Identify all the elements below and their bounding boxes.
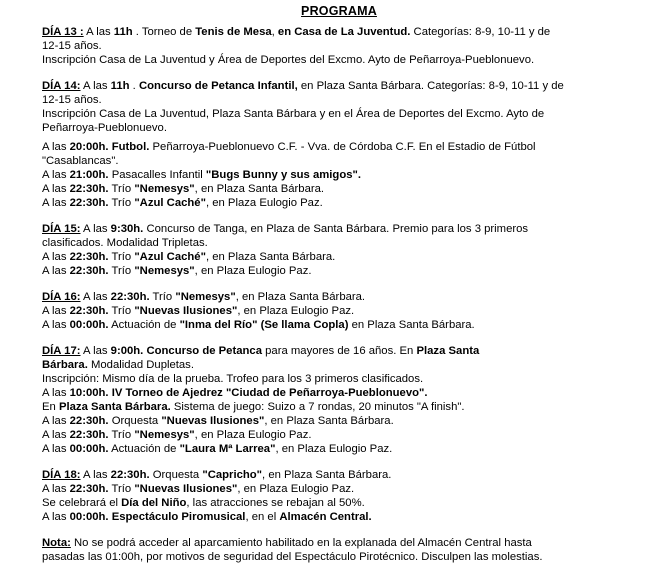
section-dia-14-events xyxy=(42,140,636,210)
text-segment: en Plaza Santa Bárbara. xyxy=(348,319,475,331)
text-segment: No se podrá acceder al aparcamiento habilitado en la explanada del Almacén Central hasta xyxy=(70,537,532,549)
text-line xyxy=(42,154,636,168)
text-segment: Trío xyxy=(108,483,135,495)
text-line xyxy=(42,196,636,210)
text-segment: Peñarroya-Pueblonuevo. xyxy=(42,122,167,134)
text-line xyxy=(42,25,636,39)
text-line xyxy=(42,496,636,510)
text-segment: Pasacalles Infantil xyxy=(108,169,206,181)
text-line xyxy=(42,53,636,67)
text-line xyxy=(42,304,636,318)
text-segment: Se celebrará el xyxy=(42,497,122,509)
text-segment: en Plaza Santa Bárbara. Categorías: 8-9, 10-11 y de xyxy=(297,80,564,92)
text-segment: A las xyxy=(42,251,70,263)
text-segment: 00:00h. xyxy=(69,443,109,455)
text-segment: Orquesta xyxy=(108,415,162,427)
text-segment: , en Plaza Eulogio Paz. xyxy=(194,429,312,441)
text-segment: "Inma del Río" (Se llama Copla) xyxy=(179,319,349,331)
section-nota xyxy=(42,536,636,564)
text-segment: Actuación de xyxy=(108,443,180,455)
text-segment: , en Plaza Santa Bárbara. xyxy=(235,291,366,303)
text-segment: Trío xyxy=(108,183,135,195)
text-segment: Categorías: 8-9, 10-11 y de xyxy=(410,26,551,38)
heading-label: DÍA 18: xyxy=(42,469,81,481)
text-line xyxy=(42,318,636,332)
text-line xyxy=(42,386,636,400)
text-segment: "Nuevas Ilusiones" xyxy=(161,415,265,427)
text-segment: A las xyxy=(80,345,111,357)
heading-label: DÍA 17: xyxy=(42,345,81,357)
text-line xyxy=(42,140,636,154)
text-segment: Actuación de xyxy=(108,319,180,331)
text-segment: "Nemesys" xyxy=(134,265,195,277)
section-dia-17 xyxy=(42,344,636,456)
text-line xyxy=(42,107,636,121)
text-segment: A las xyxy=(42,169,70,181)
text-segment: Almacén Central. xyxy=(279,511,372,523)
text-line xyxy=(42,536,636,550)
text-segment: 21:00h. xyxy=(69,169,109,181)
text-line xyxy=(42,482,636,496)
text-segment: 12-15 años. xyxy=(42,94,102,106)
text-segment: Concurso de Tanga, en Plaza de Santa Bárbara. Premio para los 3 primeros xyxy=(143,223,529,235)
text-segment: A las xyxy=(42,319,70,331)
text-segment: Modalidad Dupletas. xyxy=(87,359,194,371)
text-segment: A las xyxy=(80,223,111,235)
text-segment: 9:00h. Concurso de Petanca xyxy=(110,345,262,357)
text-segment: Peñarroya-Pueblonuevo C.F. - Vva. de Córdoba C.F. En el Estadio de Fútbol xyxy=(149,141,536,153)
text-segment: Trío xyxy=(108,251,135,263)
text-line xyxy=(42,182,636,196)
text-segment: Inscripción: Mismo día de la prueba. Trofeo para los 3 primeros clasificados. xyxy=(42,373,424,385)
heading-label: DÍA 16: xyxy=(42,291,81,303)
text-segment: 11h xyxy=(113,26,133,38)
text-segment: "Casablancas". xyxy=(42,155,119,167)
text-segment: 22:30h. xyxy=(110,469,150,481)
text-segment: A las xyxy=(83,26,114,38)
text-line xyxy=(42,550,636,564)
text-segment: 22:30h. xyxy=(69,183,109,195)
heading-label: DÍA 14: xyxy=(42,80,81,92)
text-segment: A las xyxy=(42,265,70,277)
text-segment: 22:30h. xyxy=(110,291,150,303)
text-segment: en Casa de La Juventud. xyxy=(277,26,411,38)
text-segment: 00:00h. xyxy=(69,319,109,331)
text-line xyxy=(42,372,636,386)
text-line xyxy=(42,236,636,250)
text-line xyxy=(42,222,636,236)
text-segment: "Bugs Bunny y sus amigos". xyxy=(205,169,362,181)
text-segment: Tenis de Mesa xyxy=(195,26,272,38)
document-body xyxy=(42,25,636,564)
text-segment: Trío xyxy=(108,197,135,209)
text-segment: 22:30h. xyxy=(69,265,109,277)
text-line xyxy=(42,510,636,524)
text-segment: A las xyxy=(42,511,70,523)
text-line xyxy=(42,39,636,53)
text-line xyxy=(42,79,636,93)
text-segment: Inscripción Casa de La Juventud y Área de Deportes del Excmo. Ayto de Peñarroya-Pueblonuevo. xyxy=(42,54,535,66)
text-segment: Concurso de Petanca Infantil, xyxy=(138,80,298,92)
text-segment: , en Plaza Eulogio Paz. xyxy=(237,483,355,495)
text-segment: , en Plaza Eulogio Paz. xyxy=(194,265,312,277)
text-segment: "Nemesys" xyxy=(134,183,195,195)
text-segment: En xyxy=(42,401,59,413)
text-segment: pasadas las 01:00h, por motivos de seguridad del Espectáculo Pirotécnico. Disculpen las molestias. xyxy=(42,551,543,563)
text-segment: "Nemesys" xyxy=(175,291,236,303)
text-segment: "Laura Mª Larrea" xyxy=(179,443,276,455)
text-segment: Trío xyxy=(149,291,176,303)
text-segment: "Nuevas Ilusiones" xyxy=(134,483,238,495)
text-segment: Orquesta xyxy=(149,469,203,481)
text-segment: A las xyxy=(42,183,70,195)
text-segment: 22:30h. xyxy=(69,415,109,427)
text-segment: A las xyxy=(42,443,70,455)
text-line xyxy=(42,468,636,482)
text-segment: , en Plaza Santa Bárbara. xyxy=(262,469,392,481)
text-segment: , en Plaza Eulogio Paz. xyxy=(237,305,355,317)
text-segment: Trío xyxy=(108,429,135,441)
section-dia-15 xyxy=(42,222,636,278)
text-segment: 22:30h. xyxy=(69,483,109,495)
text-segment: "Capricho" xyxy=(202,469,263,481)
text-line xyxy=(42,121,636,135)
text-segment: A las xyxy=(42,429,70,441)
text-segment: Sistema de juego: Suizo a 7 rondas, 20 minutos "A finish". xyxy=(170,401,465,413)
text-segment: Día del Niño xyxy=(121,497,187,509)
heading-label: Nota: xyxy=(42,537,71,549)
text-segment: Plaza Santa Bárbara. xyxy=(58,401,171,413)
text-segment: 9:30h. xyxy=(110,223,144,235)
text-segment: 20:00h. Futbol. xyxy=(69,141,150,153)
text-segment: Bárbara. xyxy=(42,359,88,371)
text-segment: , en Plaza Santa Bárbara. xyxy=(194,183,325,195)
text-segment: A las xyxy=(42,141,70,153)
text-segment: 10:00h. IV Torneo de Ajedrez "Ciudad de Peñarroya-Pueblonuevo". xyxy=(69,387,428,399)
text-segment: A las xyxy=(42,415,70,427)
text-segment: Inscripción Casa de La Juventud, Plaza Santa Bárbara y en el Área de Deportes del Excmo. Ayto de xyxy=(42,108,545,120)
text-segment: A las xyxy=(80,469,111,481)
text-segment: , en Plaza Eulogio Paz. xyxy=(205,197,323,209)
text-segment: 22:30h. xyxy=(69,305,109,317)
text-segment: 22:30h. xyxy=(69,197,109,209)
text-segment: A las xyxy=(42,305,70,317)
text-segment: A las xyxy=(42,387,70,399)
section-dia-18 xyxy=(42,468,636,524)
section-dia-14-intro xyxy=(42,79,636,135)
text-line xyxy=(42,93,636,107)
text-segment: , las atracciones se rebajan al 50%. xyxy=(186,497,365,509)
text-segment: "Azul Caché" xyxy=(134,197,206,209)
text-line xyxy=(42,358,636,372)
text-segment: . Torneo de xyxy=(132,26,196,38)
text-segment: 12-15 años. xyxy=(42,40,102,52)
text-line xyxy=(42,250,636,264)
text-segment: "Azul Caché" xyxy=(134,251,206,263)
text-segment: . xyxy=(129,80,139,92)
text-segment: 00:00h. Espectáculo Piromusical xyxy=(69,511,246,523)
text-segment: A las xyxy=(80,291,111,303)
text-line xyxy=(42,414,636,428)
page-title: PROGRAMA xyxy=(301,4,377,18)
text-line xyxy=(42,290,636,304)
text-segment: , en Plaza Santa Bárbara. xyxy=(205,251,336,263)
text-segment: clasificados. Modalidad Tripletas. xyxy=(42,237,208,249)
text-line xyxy=(42,168,636,182)
text-line xyxy=(42,400,636,414)
text-segment: "Nemesys" xyxy=(134,429,195,441)
text-line xyxy=(42,428,636,442)
text-segment: , en Plaza Eulogio Paz. xyxy=(275,443,393,455)
text-segment: , en Plaza Santa Bárbara. xyxy=(264,415,394,427)
heading-label: DÍA 13 : xyxy=(42,26,84,38)
text-segment: Plaza Santa xyxy=(416,345,480,357)
text-segment: , en el xyxy=(245,511,280,523)
text-segment: "Nuevas Ilusiones" xyxy=(134,305,238,317)
text-segment: , xyxy=(271,26,278,38)
text-segment: A las xyxy=(42,483,70,495)
text-segment: para mayores de 16 años. En xyxy=(261,345,417,357)
text-segment: Trío xyxy=(108,265,135,277)
text-segment: Trío xyxy=(108,305,135,317)
section-dia-13 xyxy=(42,25,636,67)
text-segment: 22:30h. xyxy=(69,251,109,263)
text-segment: 11h xyxy=(110,80,130,92)
text-line xyxy=(42,344,636,358)
text-segment: 22:30h. xyxy=(69,429,109,441)
text-line xyxy=(42,264,636,278)
heading-label: DÍA 15: xyxy=(42,223,81,235)
section-dia-16 xyxy=(42,290,636,332)
text-segment: A las xyxy=(80,80,111,92)
text-segment: A las xyxy=(42,197,70,209)
text-line xyxy=(42,442,636,456)
